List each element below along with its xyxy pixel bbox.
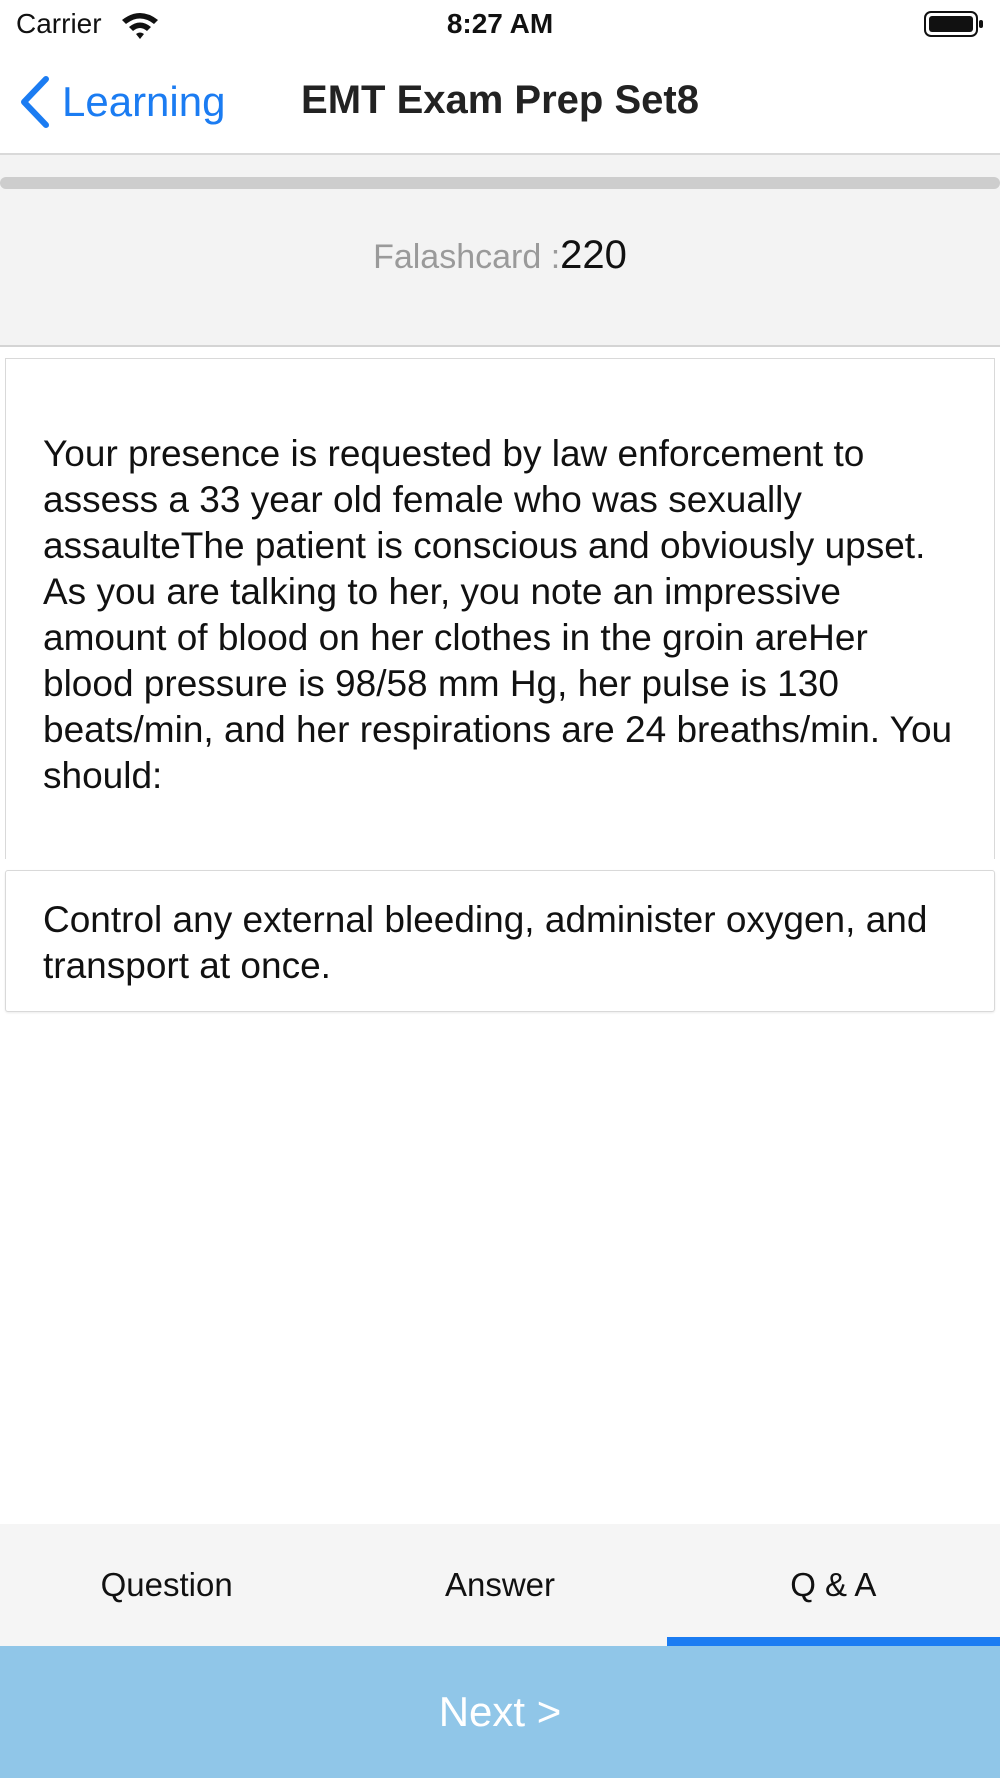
tab-question[interactable]: Question [100, 1566, 233, 1603]
tab-q-and-a[interactable]: Q & A [667, 1524, 1000, 1646]
page-title: EMT Exam Prep Set8 [301, 78, 699, 122]
carrier-label: Carrier [16, 8, 102, 39]
tab-answer[interactable]: Answer [444, 1566, 556, 1603]
battery-icon [924, 10, 984, 38]
flashcard-header-panel [0, 155, 1000, 347]
flashcard-counter [0, 233, 1000, 278]
flashcard-counter-value: 220 [560, 233, 627, 277]
view-mode-tabs [0, 1524, 1000, 1646]
answer-card [5, 870, 995, 1012]
back-button-label: Learning [62, 78, 226, 125]
progress-bar [0, 177, 1000, 189]
status-time: 8:27 AM [446, 8, 554, 39]
flashcard-counter-label: Falashcard : [373, 238, 561, 276]
question-card [5, 358, 995, 859]
answer-text: Control any external bleeding, administer oxygen, and transport at once. [43, 899, 928, 986]
next-button[interactable]: Next > [0, 1646, 1000, 1778]
question-text: Your presence is requested by law enforcement to assess a 33 year old female who was sexually assaulteThe patient is conscious and obviously upset. As you are talking to her, you note an impressive amount of blood on her clothes in the groin areHer blood pressure is 98/58 mm Hg, her pulse is 130 beats/min, and her respirations are 24 breaths/min. You should: [43, 433, 953, 796]
navigation-bar [0, 52, 1000, 155]
status-bar [0, 0, 1000, 52]
